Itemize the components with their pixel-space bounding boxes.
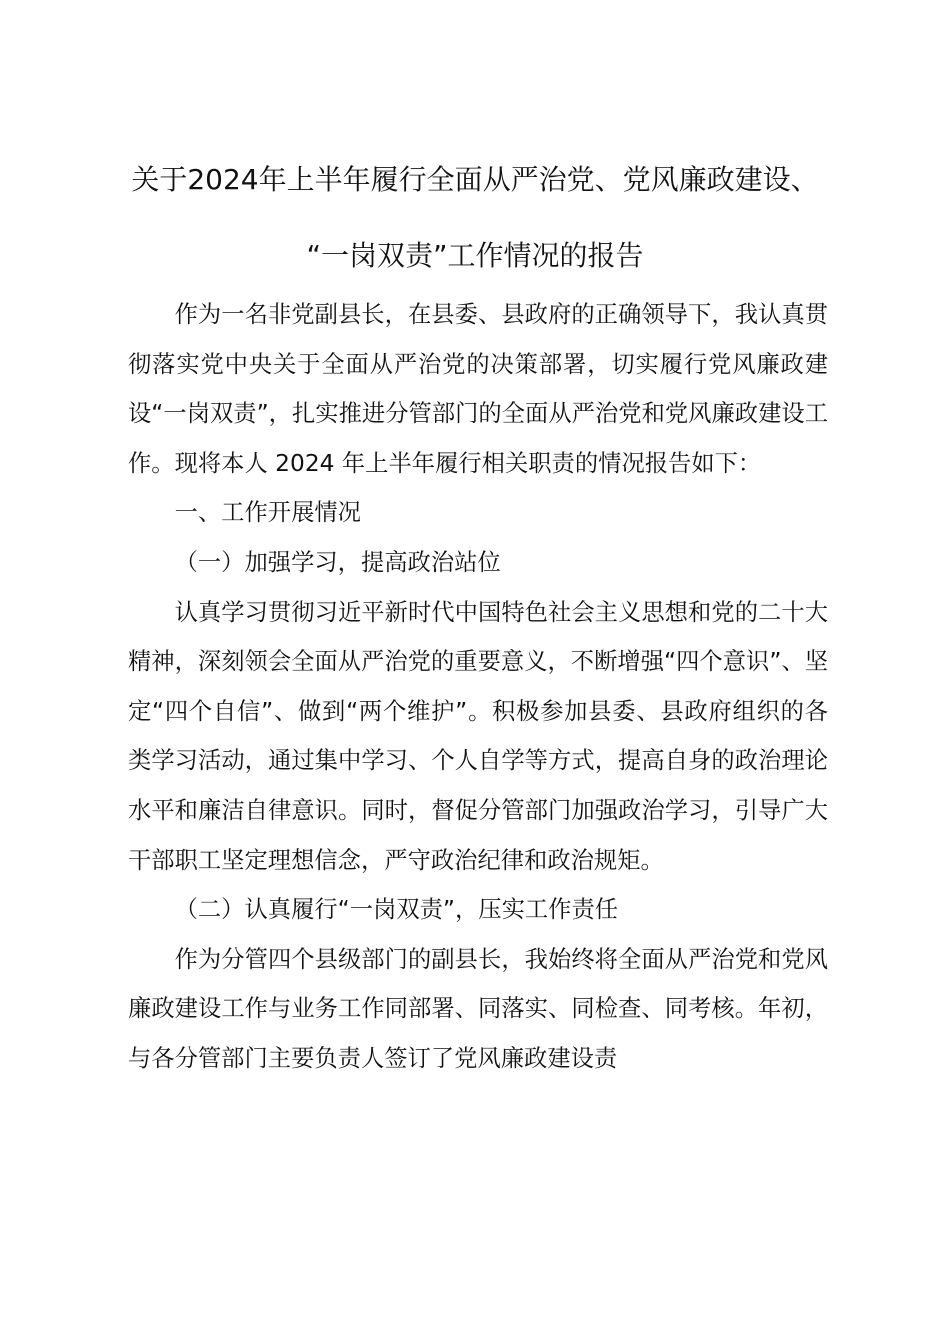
body-paragraph: 作为分管四个县级部门的副县长，我始终将全面从严治党和党风廉政建设工作与业务工作同部署、同落实、同检查、同考核。年初，与各分管部门主要负责人签订了党风廉政建设责 <box>128 945 828 1072</box>
intro-paragraph: 作为一名非党副县长，在县委、县政府的正确领导下，我认真贯彻落实党中央关于全面从严治党的决策部署，切实履行党风廉政建设“一岗双责”，扎实推进分管部门的全面从严治党和党风廉政建设工作。现将本人 2024 年上半年履行相关职责的情况报告如下： <box>128 301 828 477</box>
section-heading: 一、工作开展情况 <box>174 499 361 527</box>
document-title-line-2: “一岗双责”工作情况的报告 <box>306 239 644 272</box>
body-paragraph: 认真学习贯彻习近平新时代中国特色社会主义思想和党的二十大精神，深刻领会全面从严治党的重要意义，不断增强“四个意识”、坚定“四个自信”、做到“两个维护”。积极参加县委、县政府组织的各类学习活动，通过集中学习、个人自学等方式，提高自身的政治理论水平和廉洁自律意识。同时，督促分管部门加强政治学习，引导广大干部职工坚定理想信念，严守政治纪律和政治规矩。 <box>128 598 828 874</box>
document-title-line-1: 关于2024年上半年履行全面从严治党、党风廉政建设、 <box>131 163 819 196</box>
subsection-heading-2: （二）认真履行“一岗双责”，压实工作责任 <box>174 896 619 924</box>
document-body <box>128 290 828 1084</box>
subsection-heading-1: （一）加强学习，提高政治站位 <box>174 548 501 576</box>
